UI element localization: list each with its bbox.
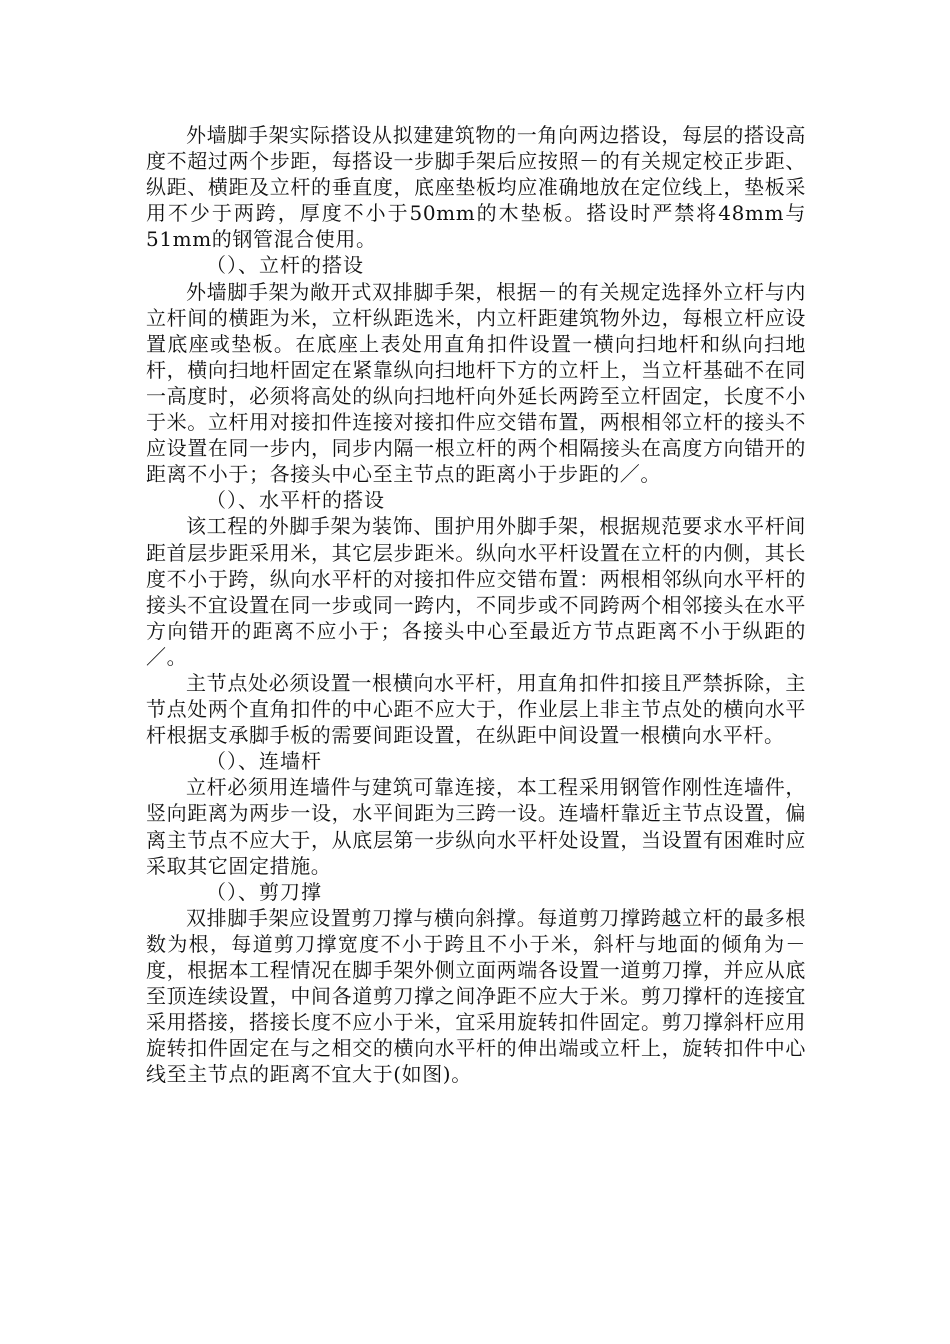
section-heading-cross-bracing: （）、剪刀撑	[206, 879, 322, 904]
paragraph-main-nodes: 主节点处必须设置一根横向水平杆，用直角扣件扣接且严禁拆除，主节点处两个直角扣件的中心距不应大于，作业层上非主节点处的横向水平杆根据支承脚手板的需要间距设置，在纵距中间设置一根横向水平杆。	[146, 670, 806, 748]
section-heading-wall-ties: （）、连墙杆	[206, 749, 322, 774]
paragraph-cross-bracing: 双排脚手架应设置剪刀撑与横向斜撑。每道剪刀撑跨越立杆的最多根数为根，每道剪刀撑宽度不小于跨且不小于米，斜杆与地面的倾角为－度，根据本工程情况在脚手架外侧立面两端各设置一道剪刀撑，并应从底至顶连续设置，中间各道剪刀撑之间净距不应大于米。剪刀撑杆的连接宜采用搭接，搭接长度不应小于米，宜采用旋转扣件固定。剪刀撑斜杆应用旋转扣件固定在与之相交的横向水平杆的伸出端或立杆上，旋转扣件中心线至主节点的距离不宜大于(如图)。	[146, 905, 806, 1087]
paragraph-horizontal-bars: 该工程的外脚手架为装饰、围护用外脚手架，根据规范要求水平杆间距首层步距采用米，其它层步距米。纵向水平杆设置在立杆的内侧，其长度不小于跨，纵向水平杆的对接扣件应交错布置：两根相邻纵向水平杆的接头不宜设置在同一步或同一跨内，不同步或不同跨两个相邻接头在水平方向错开的距离不应小于；各接头中心至最近方节点距离不小于纵距的／。	[146, 514, 806, 669]
section-heading-horizontal-bars: （）、水平杆的搭设	[206, 488, 385, 513]
paragraph-wall-ties: 立杆必须用连墙件与建筑可靠连接，本工程采用钢管作刚性连墙件，竖向距离为两步一设，水平间距为三跨一设。连墙杆靠近主节点设置，偏离主节点不应大于，从底层第一步纵向水平杆处设置，当设置有困难时应采取其它固定措施。	[146, 775, 806, 878]
section-heading-upright-poles: （）、立杆的搭设	[206, 253, 364, 278]
paragraph-upright-poles: 外墙脚手架为敞开式双排脚手架，根据－的有关规定选择外立杆与内立杆间的横距为米，立杆纵距选米，内立杆距建筑物外边，每根立杆应设置底座或垫板。在底座上表处用直角扣件设置一横向扫地杆和纵向扫地杆，横向扫地杆固定在紧靠纵向扫地杆下方的立杆上，当立杆基础不在同一高度时，必须将高处的纵向扫地杆向外延长两跨至立杆固定，长度不小于米。立杆用对接扣件连接对接扣件应交错布置，两根相邻立杆的接头不应设置在同一步内，同步内隔一根立杆的两个相隔接头在高度方向错开的距离不小于；各接头中心至主节点的距离小于步距的／。	[146, 279, 806, 487]
paragraph-intro: 外墙脚手架实际搭设从拟建建筑物的一角向两边搭设，每层的搭设高度不超过两个步距，每搭设一步脚手架后应按照－的有关规定校正步距、纵距、横距及立杆的垂直度，底座垫板均应准确地放在定位线上，垫板采用不少于两跨，厚度不小于50mm的木垫板。搭设时严禁将48mm与51mm的钢管混合使用。	[146, 123, 806, 252]
document-body	[146, 122, 806, 1087]
